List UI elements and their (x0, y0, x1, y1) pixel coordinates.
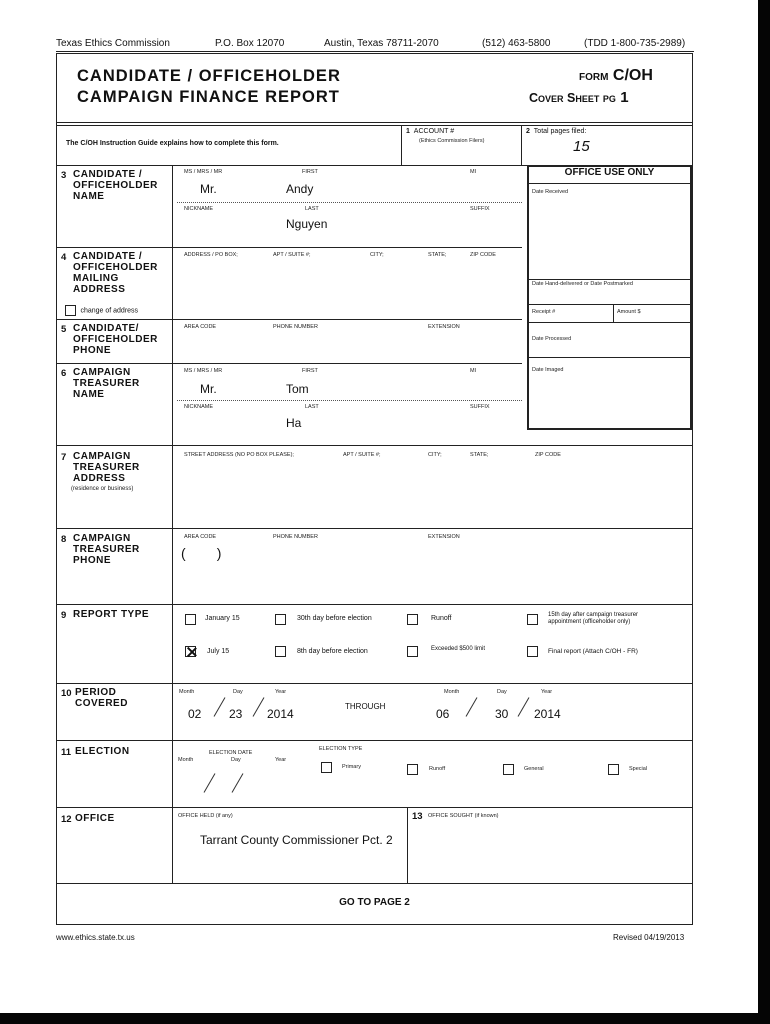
s7-street-label: STREET ADDRESS (NO PO BOX PLEASE); (184, 452, 294, 458)
header-city: Austin, Texas 78711-2070 (324, 38, 439, 49)
s3-ms-label: MS / MRS / MR (184, 169, 223, 175)
s6-suffix-label: SUFFIX (470, 404, 490, 410)
s8-area-label: AREA CODE (184, 534, 217, 540)
s4-address-label: ADDRESS / PO BOX; (184, 252, 238, 258)
s4-apt-label: APT / SUITE #; (273, 252, 311, 258)
s3-mi-label: MI (470, 169, 477, 175)
s3-first-label: FIRST (302, 169, 318, 175)
election-primary-label: Primary (342, 764, 361, 770)
header-tdd: (TDD 1-800-735-2989) (584, 38, 686, 49)
section-4-number: 4 (61, 252, 67, 263)
election-runoff-checkbox[interactable] (407, 764, 418, 775)
form-title-line1: CANDIDATE / OFFICEHOLDER (77, 67, 341, 85)
report-type-final-label: Final report (Attach C/OH - FR) (548, 648, 638, 655)
section-3-label: CANDIDATE / OFFICEHOLDER NAME (73, 169, 158, 202)
report-type-8th-day-label: 8th day before election (297, 648, 368, 655)
report-type-july-15-checkbox[interactable] (185, 646, 196, 657)
s10-to-day-label: Day (497, 689, 507, 695)
election-special-checkbox[interactable] (608, 764, 619, 775)
s7-apt-label: APT / SUITE #; (343, 452, 381, 458)
s5-area-label: AREA CODE (184, 324, 217, 330)
s7-state-label: STATE; (470, 452, 489, 458)
period-from-month-value: 02 (188, 707, 202, 721)
s4-zip-label: ZIP CODE (470, 252, 496, 258)
period-to-month-value: 06 (436, 707, 450, 721)
s6-first-label: FIRST (302, 368, 318, 374)
candidate-first-name-value: Andy (286, 182, 314, 196)
period-to-year-value: 2014 (534, 707, 561, 721)
section-8-number: 8 (61, 534, 67, 545)
total-pages-field: 2 Total pages filed: (526, 128, 587, 135)
footer-revised: Revised 04/19/2013 (613, 933, 685, 942)
total-pages-value: 15 (573, 138, 590, 155)
section-6-number: 6 (61, 368, 67, 379)
section-10-label: PERIOD COVERED (75, 687, 128, 709)
s10-from-year-label: Year (275, 689, 287, 695)
section-9-label: REPORT TYPE (73, 609, 150, 620)
section-7-number: 7 (61, 452, 67, 463)
office-receipt: Receipt # (532, 309, 556, 315)
treasurer-area-code-parens: ( ) (181, 545, 222, 561)
report-type-january-15-checkbox[interactable] (185, 614, 196, 625)
s11-year-label: Year (275, 757, 287, 763)
office-sought-label: OFFICE SOUGHT (if known) (428, 813, 499, 819)
report-type-exceeded-checkbox[interactable] (407, 646, 418, 657)
s7-city-label: CITY; (428, 452, 442, 458)
section-5-label: CANDIDATE/ OFFICEHOLDER PHONE (73, 323, 158, 356)
s6-ms-label: MS / MRS / MR (184, 368, 223, 374)
header-phone: (512) 463-5800 (482, 38, 551, 49)
office-use-title: OFFICE USE ONLY (564, 167, 655, 178)
election-runoff-label: Runoff (429, 766, 446, 772)
header-po-box: P.O. Box 12070 (215, 38, 285, 49)
office-date-hand: Date Hand-delivered or Date Postmarked (532, 281, 633, 287)
section-9-number: 9 (61, 610, 67, 621)
account-field: 1 ACCOUNT # (406, 128, 455, 135)
s3-suffix-label: SUFFIX (470, 206, 490, 212)
footer-url: www.ethics.state.tx.us (56, 933, 135, 942)
change-of-address-checkbox[interactable] (65, 305, 76, 316)
form-code: FORM C/OH (579, 67, 653, 84)
report-type-exceeded-label: Exceeded $500 limit (431, 646, 486, 652)
form-title-line2: CAMPAIGN FINANCE REPORT (77, 88, 340, 106)
report-type-8th-day-checkbox[interactable] (275, 646, 286, 657)
section-11-number: 11 (61, 747, 72, 758)
s11-day-label: Day (231, 757, 241, 763)
office-use-only-box (527, 165, 692, 430)
election-primary-checkbox[interactable] (321, 762, 332, 773)
election-general-checkbox[interactable] (503, 764, 514, 775)
report-type-runoff-checkbox[interactable] (407, 614, 418, 625)
s6-mi-label: MI (470, 368, 477, 374)
report-type-january-15-label: January 15 (205, 615, 240, 622)
section-12-number: 12 (61, 814, 72, 825)
s3-last-label: LAST (305, 206, 319, 212)
period-through-label: THROUGH (345, 702, 386, 711)
header-rule (56, 51, 694, 52)
s10-from-month-label: Month (179, 689, 195, 695)
office-date-received: Date Received (532, 189, 569, 195)
section-5-number: 5 (61, 324, 67, 335)
report-type-runoff-label: Runoff (431, 615, 452, 622)
go-to-page-2: GO TO PAGE 2 (339, 897, 410, 908)
cover-sheet-page: Cover Sheet pg 1 (529, 89, 629, 106)
section-4-label: CANDIDATE / OFFICEHOLDER MAILING ADDRESS (73, 251, 158, 295)
scan-edge-bottom (0, 1013, 770, 1024)
section-8-label: CAMPAIGN TREASURER PHONE (73, 533, 140, 566)
section-6-label: CAMPAIGN TREASURER NAME (73, 367, 140, 400)
change-of-address-label: change of address (80, 307, 139, 315)
election-date-label: ELECTION DATE (209, 750, 253, 756)
report-type-july-15-label: July 15 (207, 648, 230, 655)
account-sub: (Ethics Commission Filers) (419, 138, 485, 144)
section-11-label: ELECTION (75, 746, 130, 757)
s7-zip-label: ZIP CODE (535, 452, 561, 458)
candidate-title-value: Mr. (200, 182, 217, 196)
section-10-number: 10 (61, 688, 72, 699)
office-date-processed: Date Processed (532, 336, 572, 342)
s6-last-label: LAST (305, 404, 319, 410)
s4-state-label: STATE; (428, 252, 447, 258)
cover-sheet-form (56, 53, 693, 925)
s10-to-year-label: Year (541, 689, 553, 695)
s10-to-month-label: Month (444, 689, 460, 695)
election-type-label: ELECTION TYPE (319, 746, 363, 752)
office-amount: Amount $ (617, 309, 641, 315)
election-special-label: Special (629, 766, 648, 772)
s6-nickname-label: NICKNAME (184, 404, 214, 410)
report-type-30th-day-checkbox[interactable] (275, 614, 286, 625)
report-type-final-checkbox[interactable] (527, 646, 538, 657)
office-date-imaged: Date Imaged (532, 367, 564, 373)
s5-phone-label: PHONE NUMBER (273, 324, 318, 330)
office-held-value: Tarrant County Commissioner Pct. 2 (200, 833, 393, 847)
section-13-number: 13 (412, 811, 423, 822)
election-general-label: General (524, 766, 544, 772)
s3-nickname-label: NICKNAME (184, 206, 214, 212)
treasurer-title-value: Mr. (200, 382, 217, 396)
s11-month-label: Month (178, 757, 194, 763)
report-type-30th-day-label: 30th day before election (297, 615, 372, 622)
instruction-text: The C/OH Instruction Guide explains how to complete this form. (66, 140, 279, 147)
treasurer-last-name-value: Ha (286, 416, 302, 430)
section-12-label: OFFICE (75, 813, 115, 824)
s8-phone-label: PHONE NUMBER (273, 534, 318, 540)
section-7-label: CAMPAIGN TREASURER ADDRESS (73, 451, 140, 484)
report-type-15th-day-label: 15th day after campaign treasurer appointment (officeholder only) (548, 612, 639, 625)
report-type-15th-day-checkbox[interactable] (527, 614, 538, 625)
period-from-day-value: 23 (229, 707, 243, 721)
change-of-address[interactable] (65, 302, 138, 320)
office-held-label: OFFICE HELD (if any) (178, 813, 233, 819)
candidate-last-name-value: Nguyen (286, 217, 328, 231)
s10-from-day-label: Day (233, 689, 243, 695)
period-from-year-value: 2014 (267, 707, 294, 721)
s8-ext-label: EXTENSION (428, 534, 460, 540)
header-org: Texas Ethics Commission (56, 38, 170, 49)
section-3-number: 3 (61, 170, 67, 181)
section-7-sub: (residence or business) (71, 486, 134, 492)
scan-edge-right (758, 0, 770, 1024)
treasurer-first-name-value: Tom (286, 382, 309, 396)
s4-city-label: CITY; (370, 252, 384, 258)
s5-ext-label: EXTENSION (428, 324, 460, 330)
period-to-day-value: 30 (495, 707, 509, 721)
